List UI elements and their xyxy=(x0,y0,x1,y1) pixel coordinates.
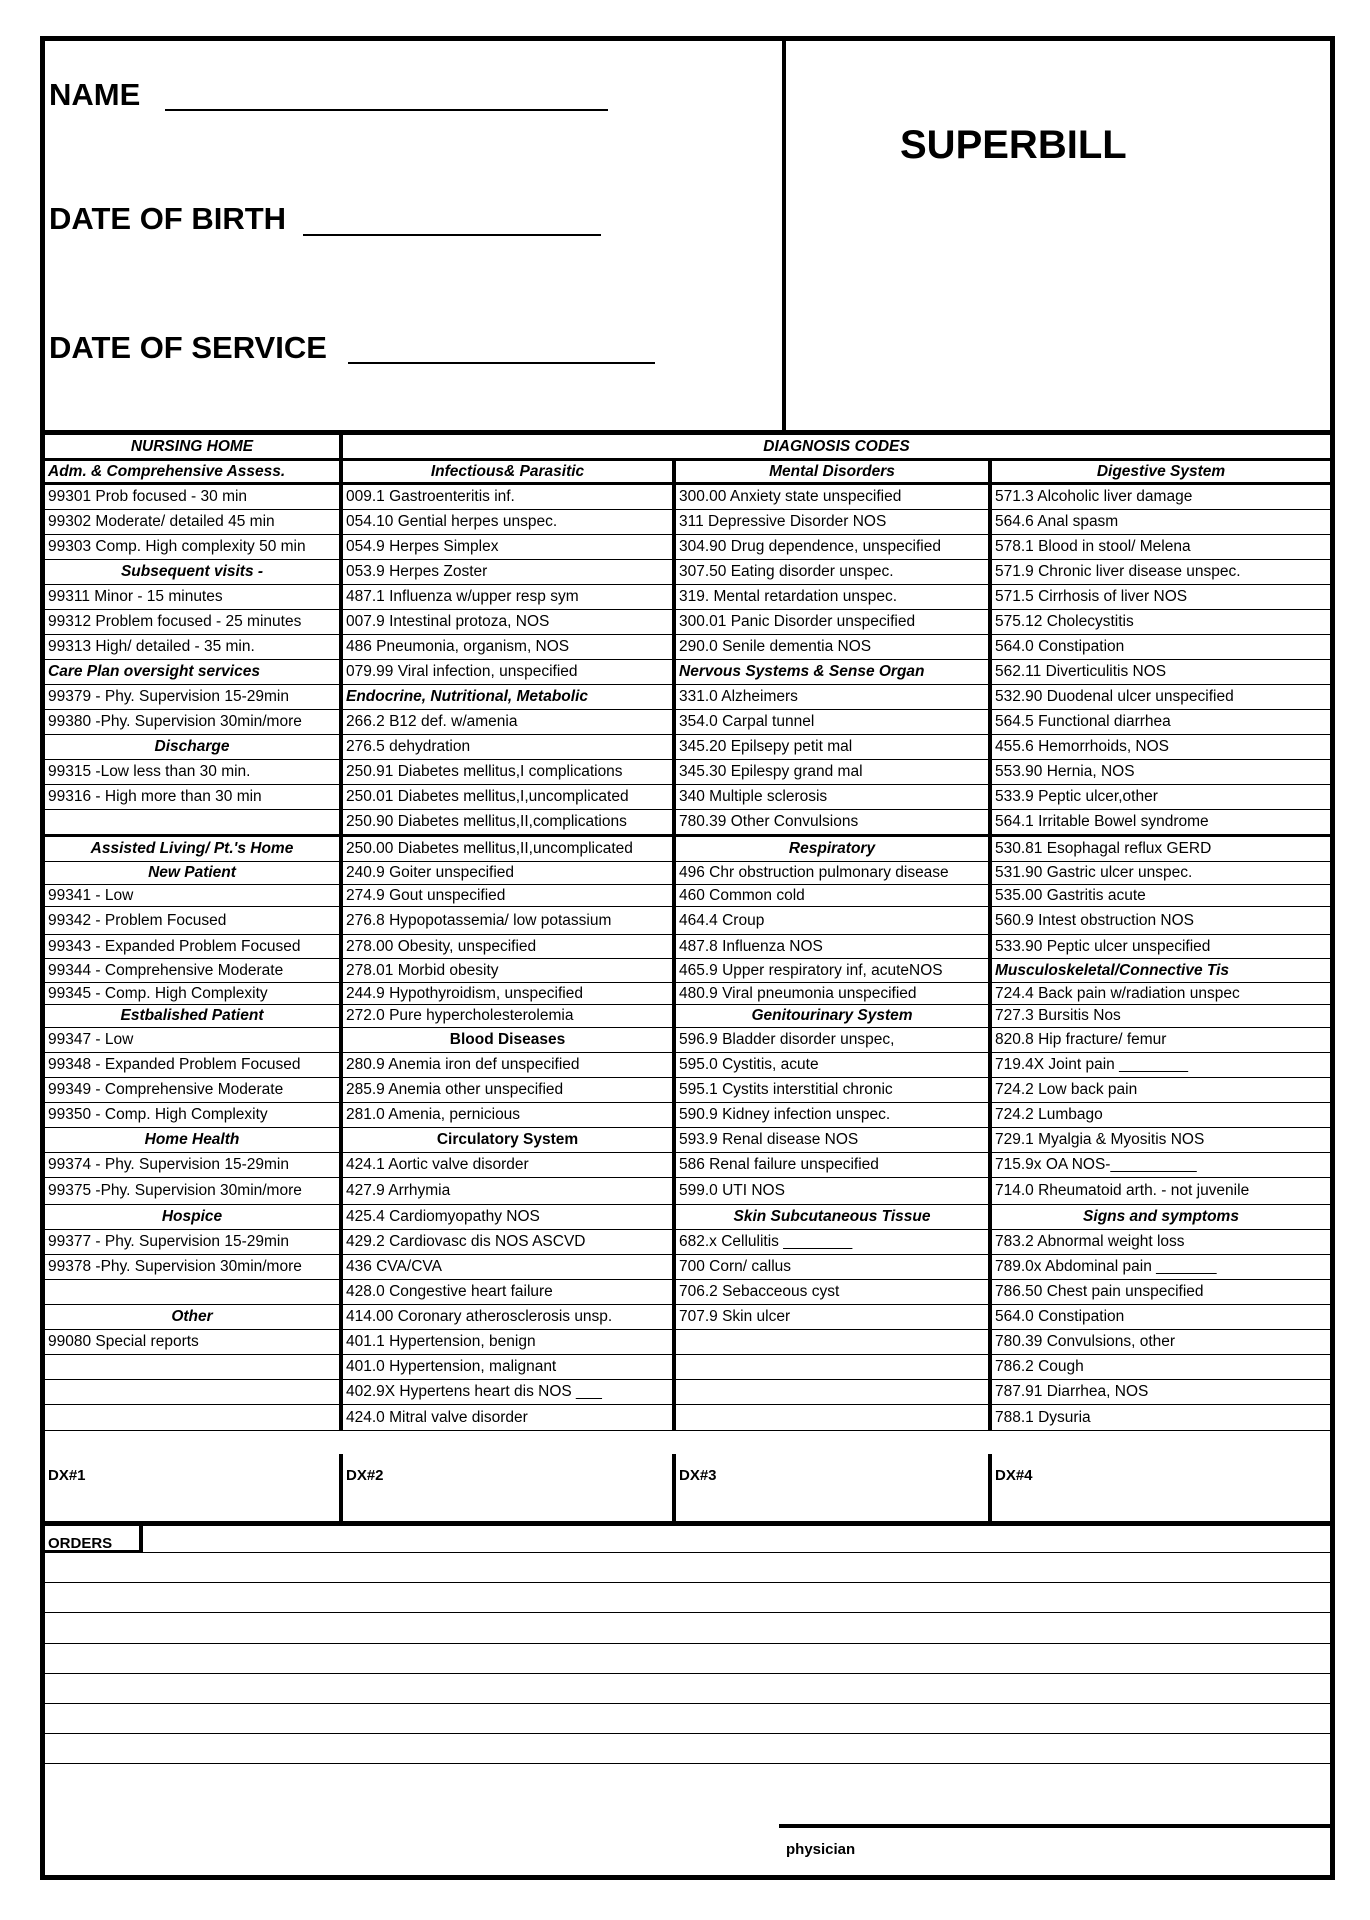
code-cell: 331.0 Alzheimers xyxy=(676,685,992,709)
code-cell: 300.01 Panic Disorder unspecified xyxy=(676,610,992,634)
code-row xyxy=(45,610,1330,635)
section-header-cell: Care Plan oversight services xyxy=(45,660,343,684)
code-cell: 99380 -Phy. Supervision 30min/more xyxy=(45,710,343,734)
code-cell: 274.9 Gout unspecified xyxy=(343,885,676,906)
code-cell xyxy=(676,1355,992,1379)
code-cell: 533.9 Peptic ulcer,other xyxy=(995,788,1158,806)
dx-row xyxy=(45,1454,1330,1526)
code-cell: 99347 - Low xyxy=(45,1028,343,1052)
code-row xyxy=(45,907,1330,935)
code-cell xyxy=(676,1380,992,1404)
code-cell: 99343 - Expanded Problem Focused xyxy=(45,935,343,958)
code-cell: 054.10 Gential herpes unspec. xyxy=(343,510,676,534)
code-cell: 486 Pneumonia, organism, NOS xyxy=(343,635,676,659)
code-cell: 290.0 Senile dementia NOS xyxy=(676,635,992,659)
code-cell: 786.50 Chest pain unspecified xyxy=(995,1283,1204,1301)
code-cell: 99345 - Comp. High Complexity xyxy=(45,983,343,1004)
code-row xyxy=(45,959,1330,983)
code-cell xyxy=(45,810,343,834)
code-cell: 427.9 Arrhymia xyxy=(343,1178,676,1204)
code-row xyxy=(45,1330,1330,1355)
code-cell: 99315 -Low less than 30 min. xyxy=(45,760,343,784)
dob-label: DATE OF BIRTH xyxy=(49,201,287,236)
code-cell: 724.4 Back pain w/radiation unspec xyxy=(995,984,1240,1002)
code-cell: 414.00 Coronary atherosclerosis unsp. xyxy=(343,1305,676,1329)
code-cell: 571.3 Alcoholic liver damage xyxy=(995,488,1193,506)
code-cell: 428.0 Congestive heart failure xyxy=(343,1280,676,1304)
code-cell: 424.1 Aortic valve disorder xyxy=(343,1153,676,1177)
code-cell: 707.9 Skin ulcer xyxy=(676,1305,992,1329)
code-cell: 266.2 B12 def. w/amenia xyxy=(343,710,676,734)
code-cell: 99344 - Comprehensive Moderate xyxy=(45,959,343,982)
code-cell: 496 Chr obstruction pulmonary disease xyxy=(676,862,992,884)
section-header-cell: Digestive System xyxy=(1096,462,1226,480)
form-title: SUPERBILL xyxy=(900,123,1127,167)
physician-signature-line[interactable] xyxy=(779,1824,1330,1828)
code-row xyxy=(45,1305,1330,1330)
code-cell: 250.01 Diabetes mellitus,I,uncomplicated xyxy=(343,785,676,809)
code-cell: 311 Depressive Disorder NOS xyxy=(676,510,992,534)
code-row xyxy=(45,1230,1330,1255)
code-row xyxy=(45,837,1330,862)
code-cell: 706.2 Sebacceous cyst xyxy=(676,1280,992,1304)
section-header-cell: Other xyxy=(45,1305,343,1329)
code-cell xyxy=(676,1405,992,1430)
code-cell: 724.2 Lumbago xyxy=(995,1106,1103,1124)
code-cell: 820.8 Hip fracture/ femur xyxy=(995,1031,1167,1049)
code-cell: 464.4 Croup xyxy=(676,907,992,934)
code-cell: 99349 - Comprehensive Moderate xyxy=(45,1078,343,1102)
section-header-cell: Skin Subcutaneous Tissue xyxy=(676,1205,992,1229)
section-header-cell: Discharge xyxy=(45,735,343,759)
code-cell: 307.50 Eating disorder unspec. xyxy=(676,560,992,584)
section-header-cell: Genitourinary System xyxy=(676,1005,992,1027)
code-cell: 429.2 Cardiovasc dis NOS ASCVD xyxy=(343,1230,676,1254)
code-cell: 304.90 Drug dependence, unspecified xyxy=(676,535,992,559)
code-cell: 599.0 UTI NOS xyxy=(676,1178,992,1204)
code-row xyxy=(45,1380,1330,1405)
code-cell: 575.12 Cholecystitis xyxy=(995,613,1134,631)
code-cell: 250.00 Diabetes mellitus,II,uncomplicated xyxy=(343,837,676,861)
code-row xyxy=(45,885,1330,907)
code-cell xyxy=(45,1380,343,1404)
section-header-cell: Signs and symptoms xyxy=(1083,1208,1239,1226)
code-cell: 276.8 Hypopotassemia/ low potassium xyxy=(343,907,676,934)
code-cell: 789.0x Abdominal pain _______ xyxy=(995,1258,1217,1276)
code-cell: 729.1 Myalgia & Myositis NOS xyxy=(995,1131,1205,1149)
code-row xyxy=(45,1255,1330,1280)
code-row xyxy=(45,710,1330,735)
code-cell: 99350 - Comp. High Complexity xyxy=(45,1103,343,1127)
code-cell: 402.9X Hypertens heart dis NOS ___ xyxy=(343,1380,676,1404)
code-cell: 595.1 Cystits interstitial chronic xyxy=(676,1078,992,1102)
codes-header-row xyxy=(45,435,1330,461)
code-cell: 99375 -Phy. Supervision 30min/more xyxy=(45,1178,343,1204)
dos-label: DATE OF SERVICE xyxy=(49,330,327,365)
orders-line[interactable] xyxy=(45,1733,1330,1734)
orders-line[interactable] xyxy=(45,1582,1330,1583)
code-cell xyxy=(45,1405,343,1430)
code-cell: 99379 - Phy. Supervision 15-29min xyxy=(45,685,343,709)
code-cell: 319. Mental retardation unspec. xyxy=(676,585,992,609)
code-cell: 560.9 Intest obstruction NOS xyxy=(995,911,1195,929)
orders-line[interactable] xyxy=(45,1703,1330,1704)
code-row xyxy=(45,535,1330,560)
code-cell: 788.1 Dysuria xyxy=(995,1408,1091,1426)
code-cell xyxy=(45,1355,343,1379)
code-cell: 780.39 Convulsions, other xyxy=(995,1333,1176,1351)
code-row xyxy=(45,635,1330,660)
code-row xyxy=(45,1153,1330,1178)
code-cell: 531.90 Gastric ulcer unspec. xyxy=(995,864,1193,882)
code-row xyxy=(45,685,1330,710)
code-cell: 99301 Prob focused - 30 min xyxy=(45,485,343,509)
code-row xyxy=(45,1405,1330,1431)
code-cell: 562.11 Diverticulitis NOS xyxy=(995,663,1167,681)
code-cell: 553.90 Hernia, NOS xyxy=(995,763,1135,781)
code-row xyxy=(45,1280,1330,1305)
code-cell: 571.5 Cirrhosis of liver NOS xyxy=(995,588,1188,606)
code-cell: 571.9 Chronic liver disease unspec. xyxy=(995,563,1241,581)
code-cell: 682.x Cellulitis ________ xyxy=(676,1230,992,1254)
code-cell: 564.6 Anal spasm xyxy=(995,513,1119,531)
code-cell: 715.9x OA NOS-__________ xyxy=(995,1156,1197,1174)
code-cell: 564.0 Constipation xyxy=(995,638,1125,656)
code-cell: 99080 Special reports xyxy=(45,1330,343,1354)
code-row xyxy=(45,810,1330,837)
code-cell: 99348 - Expanded Problem Focused xyxy=(45,1053,343,1077)
section-header-cell: Respiratory xyxy=(676,837,992,861)
code-row xyxy=(45,1028,1330,1053)
dos-field[interactable] xyxy=(348,362,655,364)
dx-2[interactable]: DX#2 xyxy=(343,1454,676,1521)
code-cell: 700 Corn/ callus xyxy=(676,1255,992,1279)
code-cell: 787.91 Diarrhea, NOS xyxy=(995,1383,1149,1401)
code-cell: 285.9 Anemia other unspecified xyxy=(343,1078,676,1102)
code-cell: 244.9 Hypothyroidism, unspecified xyxy=(343,983,676,1004)
code-cell: 280.9 Anemia iron def unspecified xyxy=(343,1053,676,1077)
code-cell: 533.90 Peptic ulcer unspecified xyxy=(995,937,1211,955)
code-cell: 250.90 Diabetes mellitus,II,complications xyxy=(343,810,676,834)
code-cell: 354.0 Carpal tunnel xyxy=(676,710,992,734)
code-row xyxy=(45,1005,1330,1028)
code-cell: 727.3 Bursitis Nos xyxy=(995,1007,1121,1025)
code-cell: 714.0 Rheumatoid arth. - not juvenile xyxy=(995,1182,1250,1200)
section-header-cell: Endocrine, Nutritional, Metabolic xyxy=(343,685,676,709)
code-cell: 300.00 Anxiety state unspecified xyxy=(676,485,992,509)
code-cell: 281.0 Amenia, pernicious xyxy=(343,1103,676,1127)
section-header-cell: New Patient xyxy=(45,862,343,884)
code-cell: 535.00 Gastritis acute xyxy=(995,886,1146,904)
code-row xyxy=(45,585,1330,610)
code-cell: 99311 Minor - 15 minutes xyxy=(45,585,343,609)
code-row xyxy=(45,983,1330,1005)
code-row xyxy=(45,485,1330,510)
code-row xyxy=(45,1103,1330,1128)
code-cell: 401.1 Hypertension, benign xyxy=(343,1330,676,1354)
code-cell xyxy=(676,1330,992,1354)
section-header-cell: Estbalished Patient xyxy=(45,1005,343,1027)
code-cell: 345.20 Epilsepy petit mal xyxy=(676,735,992,759)
code-cell: 487.8 Influenza NOS xyxy=(676,935,992,958)
code-cell: 532.90 Duodenal ulcer unspecified xyxy=(995,688,1234,706)
orders-line[interactable] xyxy=(45,1552,1330,1553)
code-cell: 424.0 Mitral valve disorder xyxy=(343,1405,676,1430)
code-cell: 053.9 Herpes Zoster xyxy=(343,560,676,584)
code-row xyxy=(45,1053,1330,1078)
code-cell: 99302 Moderate/ detailed 45 min xyxy=(45,510,343,534)
section-header-cell: Circulatory System xyxy=(343,1128,676,1152)
code-row xyxy=(45,760,1330,785)
orders-line[interactable] xyxy=(45,1643,1330,1644)
section-header-cell: Adm. & Comprehensive Assess. xyxy=(45,461,343,482)
orders-line[interactable] xyxy=(45,1673,1330,1674)
dx-1[interactable]: DX#1 xyxy=(45,1454,343,1521)
nursing-home-header: NURSING HOME xyxy=(45,435,343,458)
code-cell: 586 Renal failure unspecified xyxy=(676,1153,992,1177)
code-row xyxy=(45,1355,1330,1380)
code-cell: 436 CVA/CVA xyxy=(343,1255,676,1279)
code-cell: 460 Common cold xyxy=(676,885,992,906)
diagnosis-codes-header: DIAGNOSIS CODES xyxy=(763,437,910,455)
name-field[interactable] xyxy=(165,109,608,111)
code-row xyxy=(45,1205,1330,1230)
code-row xyxy=(45,862,1330,885)
code-cell: 99341 - Low xyxy=(45,885,343,906)
code-cell: 99303 Comp. High complexity 50 min xyxy=(45,535,343,559)
code-row xyxy=(45,785,1330,810)
section-header-cell: Nervous Systems & Sense Organ xyxy=(676,660,992,684)
orders-line[interactable] xyxy=(45,1612,1330,1613)
section-header-cell: Mental Disorders xyxy=(676,461,992,482)
patient-fields xyxy=(45,41,786,430)
code-cell: 530.81 Esophagal reflux GERD xyxy=(995,840,1212,858)
dx-4[interactable]: DX#4 xyxy=(995,1467,1033,1484)
code-cell: 99312 Problem focused - 25 minutes xyxy=(45,610,343,634)
code-cell: 783.2 Abnormal weight loss xyxy=(995,1233,1185,1251)
section-header-cell: Subsequent visits - xyxy=(45,560,343,584)
code-cell: 455.6 Hemorrhoids, NOS xyxy=(995,738,1170,756)
code-cell: 99374 - Phy. Supervision 15-29min xyxy=(45,1153,343,1177)
section-header-cell: Blood Diseases xyxy=(343,1028,676,1052)
code-cell: 079.99 Viral infection, unspecified xyxy=(343,660,676,684)
section-header-cell: Hospice xyxy=(45,1205,343,1229)
code-cell: 724.2 Low back pain xyxy=(995,1081,1138,1099)
code-cell: 250.91 Diabetes mellitus,I complications xyxy=(343,760,676,784)
code-cell: 595.0 Cystitis, acute xyxy=(676,1053,992,1077)
code-cell: 054.9 Herpes Simplex xyxy=(343,535,676,559)
name-label: NAME xyxy=(49,77,141,112)
code-cell: 278.01 Morbid obesity xyxy=(343,959,676,982)
code-cell: 278.00 Obesity, unspecified xyxy=(343,935,676,958)
code-cell: 564.0 Constipation xyxy=(995,1308,1125,1326)
code-row xyxy=(45,1078,1330,1103)
dob-field[interactable] xyxy=(303,234,601,236)
section-header-cell: Home Health xyxy=(45,1128,343,1152)
code-cell: 480.9 Viral pneumonia unspecified xyxy=(676,983,992,1004)
code-cell: 240.9 Goiter unspecified xyxy=(343,862,676,884)
dx-3[interactable]: DX#3 xyxy=(676,1454,992,1521)
code-row xyxy=(45,510,1330,535)
code-row xyxy=(45,1178,1330,1205)
code-cell: 99377 - Phy. Supervision 15-29min xyxy=(45,1230,343,1254)
code-cell: 345.30 Epilespy grand mal xyxy=(676,760,992,784)
superbill-form xyxy=(40,36,1335,1880)
code-row xyxy=(45,560,1330,585)
code-cell: 719.4X Joint pain ________ xyxy=(995,1056,1189,1074)
code-row xyxy=(45,461,1330,485)
code-cell: 340 Multiple sclerosis xyxy=(676,785,992,809)
code-row xyxy=(45,1128,1330,1153)
orders-label: ORDERS xyxy=(45,1525,143,1553)
code-cell: 564.1 Irritable Bowel syndrome xyxy=(995,813,1209,831)
patient-info-section xyxy=(45,41,1330,435)
code-cell: 564.5 Functional diarrhea xyxy=(995,713,1171,731)
code-cell: 425.4 Cardiomyopathy NOS xyxy=(343,1205,676,1229)
code-cell: 99313 High/ detailed - 35 min. xyxy=(45,635,343,659)
code-cell: 99316 - High more than 30 min xyxy=(45,785,343,809)
section-header-cell: Infectious& Parasitic xyxy=(343,461,676,482)
code-cell: 487.1 Influenza w/upper resp sym xyxy=(343,585,676,609)
code-cell: 590.9 Kidney infection unspec. xyxy=(676,1103,992,1127)
physician-label: physician xyxy=(786,1841,856,1858)
code-cell: 99342 - Problem Focused xyxy=(45,907,343,934)
code-row xyxy=(45,660,1330,685)
code-row xyxy=(45,735,1330,760)
code-cell: 272.0 Pure hypercholesterolemia xyxy=(343,1005,676,1027)
orders-line[interactable] xyxy=(45,1763,1330,1764)
section-header-cell: Musculoskeletal/Connective Tis xyxy=(995,961,1230,979)
code-cell: 99378 -Phy. Supervision 30min/more xyxy=(45,1255,343,1279)
code-cell: 593.9 Renal disease NOS xyxy=(676,1128,992,1152)
code-cell: 786.2 Cough xyxy=(995,1358,1084,1376)
code-row xyxy=(45,935,1330,959)
code-cell: 780.39 Other Convulsions xyxy=(676,810,992,834)
code-cell: 465.9 Upper respiratory inf, acuteNOS xyxy=(676,959,992,982)
code-cell: 007.9 Intestinal protoza, NOS xyxy=(343,610,676,634)
code-cell: 578.1 Blood in stool/ Melena xyxy=(995,538,1191,556)
code-cell: 276.5 dehydration xyxy=(343,735,676,759)
code-cell: 401.0 Hypertension, malignant xyxy=(343,1355,676,1379)
code-cell: 596.9 Bladder disorder unspec, xyxy=(676,1028,992,1052)
code-cell xyxy=(45,1280,343,1304)
code-cell: 009.1 Gastroenteritis inf. xyxy=(343,485,676,509)
section-header-cell: Assisted Living/ Pt.'s Home xyxy=(45,837,343,861)
